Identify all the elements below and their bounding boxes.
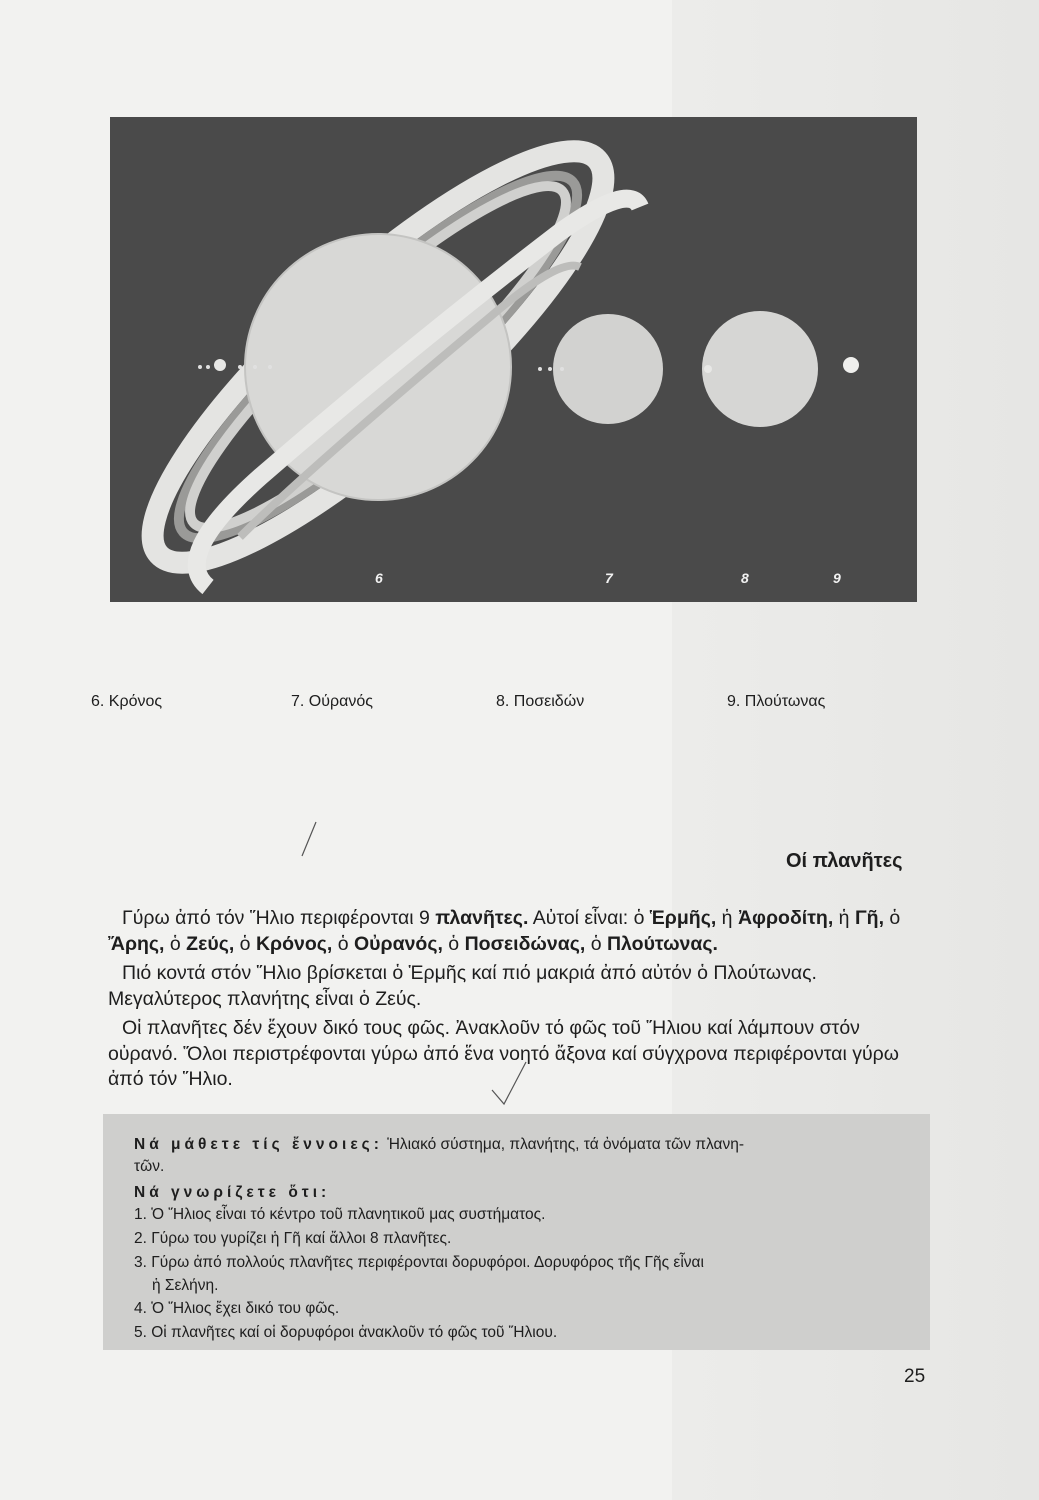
learn-concepts-line2: τῶν. xyxy=(134,1158,165,1175)
caption-saturn: 6. Κρόνος xyxy=(91,693,163,710)
planets-illustration xyxy=(110,117,917,602)
caption-neptune: 8. Ποσειδών xyxy=(496,693,585,710)
pencil-mark xyxy=(300,820,320,860)
paragraph-planets-list: Γύρω ἀπό τόν Ἥλιο περιφέρονται 9 πλανῆτες. Αὐτοί εἶναι: ὁ Ἑρμῆς, ἡ Ἀφροδίτη, ἡ Γῆ, ὁ Ἄρης, ὁ Ζεύς, ὁ Κρόνος, ὁ Οὐρανός, ὁ Ποσειδώνας, ὁ Πλούτωνας. xyxy=(108,907,901,955)
figure-number-7: 7 xyxy=(605,570,613,586)
summary-item-3: 3. Γύρω ἀπό πολλούς πλανῆτες περιφέρονται δορυφόροι. Δορυφόρος τῆς Γῆς εἶναι xyxy=(134,1254,704,1271)
neptune-planet xyxy=(702,311,818,427)
pluto-planet xyxy=(843,357,859,373)
figure-number-6: 6 xyxy=(375,570,383,586)
saturn-moon xyxy=(214,359,226,371)
pencil-checkmark xyxy=(490,1060,530,1110)
caption-uranus: 7. Ούρανός xyxy=(291,693,373,710)
summary-item-1: 1. Ὁ Ἥλιος εἶναι τό κέντρο τοῦ πλανητικοῦ μας συστήματος. xyxy=(134,1206,546,1223)
summary-item-3-cont: ἡ Σελήνη. xyxy=(152,1277,219,1294)
uranus-planet xyxy=(553,314,663,424)
page-number: 25 xyxy=(904,1366,926,1387)
summary-item-5: 5. Οἱ πλανῆτες καί οἱ δορυφόροι ἀνακλοῦν τό φῶς τοῦ Ἥλιου. xyxy=(134,1324,558,1341)
summary-item-2: 2. Γύρω του γυρίζει ἡ Γῆ καί ἄλλοι 8 πλανῆτες. xyxy=(134,1230,452,1247)
learn-concepts-line: Νά μάθετε τίς ἔννοιες: Ἡλιακό σύστημα, πλανήτης, τά ὀνόματα τῶν πλανη- xyxy=(134,1136,744,1153)
know-that-label: Νά γνωρίζετε ὅτι: xyxy=(134,1184,331,1201)
paragraph-light: Οἱ πλανῆτες δέν ἔχουν δικό τους φῶς. Ἀνακλοῦν τό φῶς τοῦ Ἥλιου καί λάμπουν στόν οὐρανό. Ὅλοι περιστρέφονται γύρω ἀπό ἕνα νοητό ἄξονα καί σύγχρονα περιφέρονται γύρω ἀπό τόν Ἥλιο. xyxy=(108,1017,899,1090)
figure-number-8: 8 xyxy=(741,570,749,586)
planets-svg xyxy=(110,117,917,602)
section-title: Οί πλανῆτες xyxy=(786,850,903,872)
summary-item-4: 4. Ὁ Ἥλιος ἔχει δικό του φῶς. xyxy=(134,1300,340,1317)
paragraph-distance: Πιό κοντά στόν Ἥλιο βρίσκεται ὁ Ἑρμῆς καί πιό μακριά ἀπό αὐτόν ὁ Πλούτωνας. Μεγαλύτερος πλανήτης εἶναι ὁ Ζεύς. xyxy=(108,962,817,1010)
figure-number-9: 9 xyxy=(833,570,841,586)
caption-pluto: 9. Πλούτωνας xyxy=(727,693,826,710)
